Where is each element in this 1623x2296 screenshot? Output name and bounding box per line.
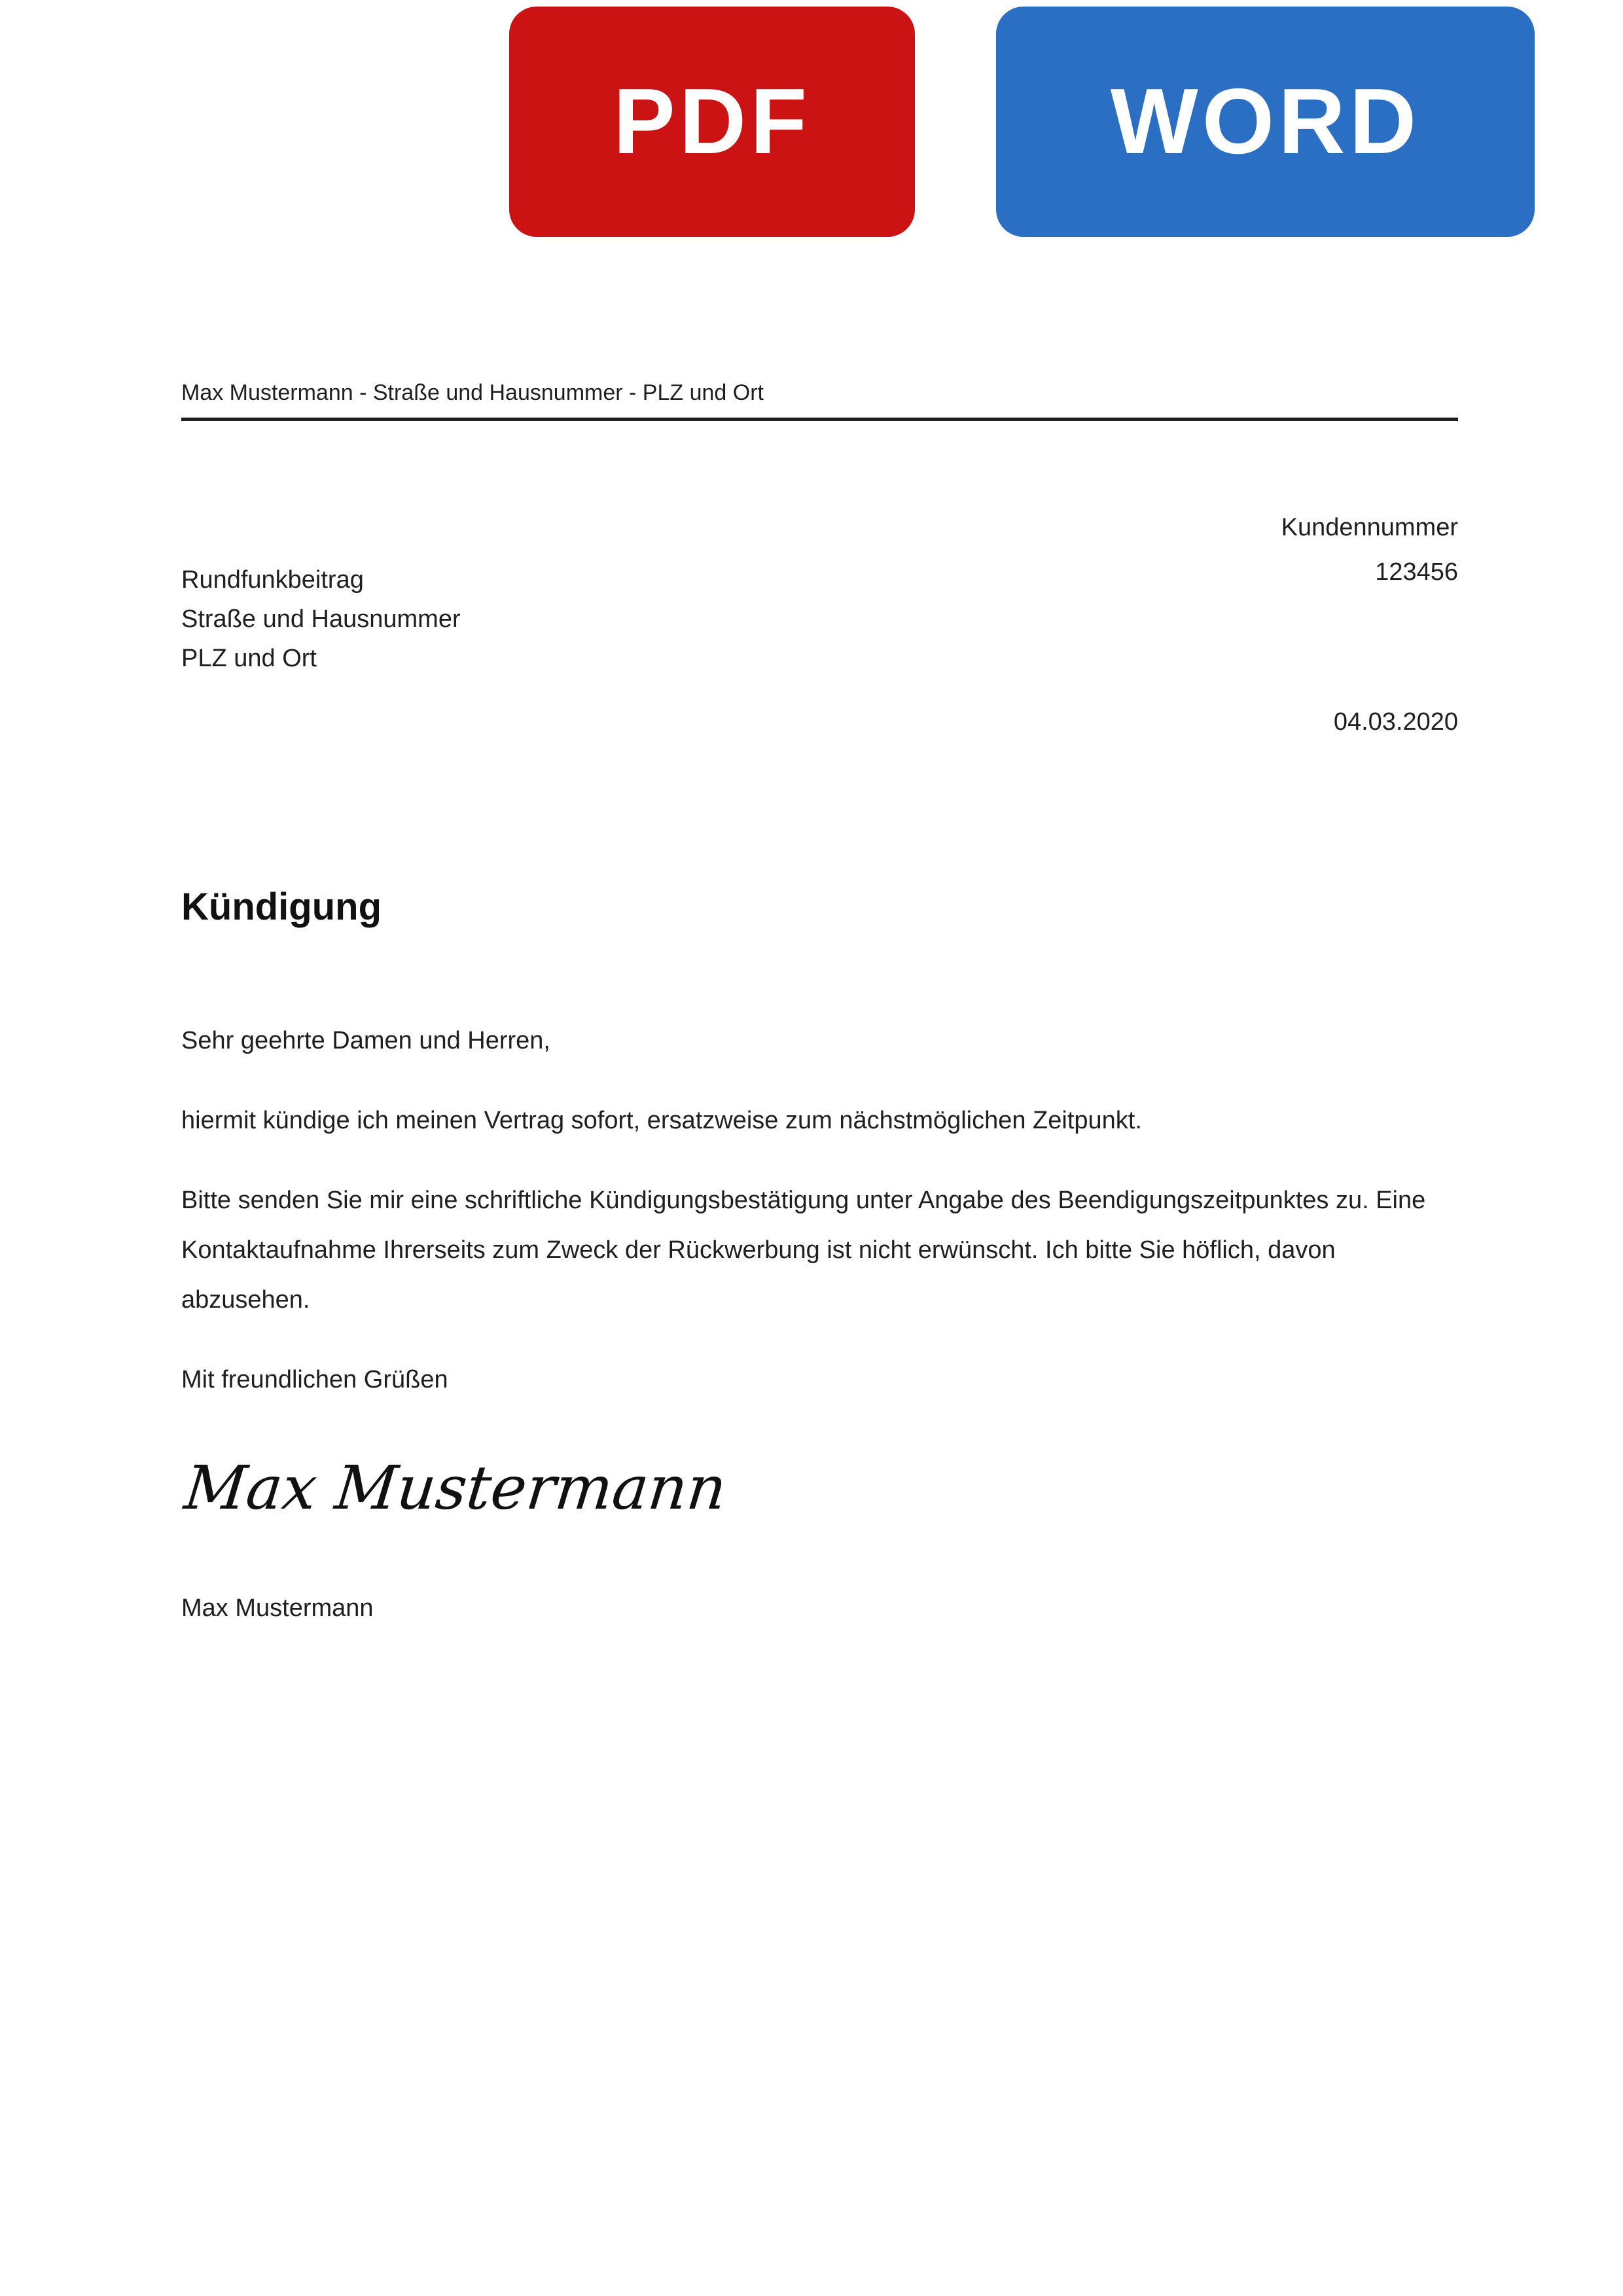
word-download-button[interactable] [996, 7, 1535, 237]
signature-printed-name: Max Mustermann [181, 1594, 374, 1622]
signature-script: Max Mustermann [181, 1453, 730, 1523]
recipient-address-block [181, 560, 461, 678]
recipient-line-1: Rundfunkbeitrag [181, 566, 364, 594]
recipient-line-3: PLZ und Ort [181, 645, 317, 672]
customer-number-block [1281, 505, 1458, 594]
letter-subject: Kündigung [181, 886, 382, 928]
customer-number-label: Kundennummer [1281, 514, 1458, 541]
body-paragraph-2: Bitte senden Sie mir eine schriftliche Kündigungsbestätigung unter Angabe des Beendigungszeitpunktes zu. Eine Kontaktaufnahme Ihrerseits zum Zweck der Rückwerbung ist nicht erwünscht. Ich bitte Sie höflich, davon abzusehen. [181, 1187, 1426, 1314]
salutation: Sehr geehrte Damen und Herren, [181, 1027, 550, 1054]
pdf-download-button[interactable] [509, 7, 915, 237]
pdf-button-label: PDF [613, 69, 811, 173]
letter-date: 04.03.2020 [1333, 708, 1458, 736]
body-paragraph-1: hiermit kündige ich meinen Vertrag sofort, ersatzweise zum nächstmöglichen Zeitpunkt. [181, 1107, 1142, 1134]
word-button-label: WORD [1110, 69, 1421, 173]
customer-number-value: 123456 [1375, 558, 1458, 586]
recipient-line-2: Straße und Hausnummer [181, 605, 461, 633]
closing-line: Mit freundlichen Grüßen [181, 1366, 448, 1393]
letter-body [181, 1016, 1458, 1405]
sender-address-line: Max Mustermann - Straße und Hausnummer - PLZ und Ort [181, 378, 1458, 421]
